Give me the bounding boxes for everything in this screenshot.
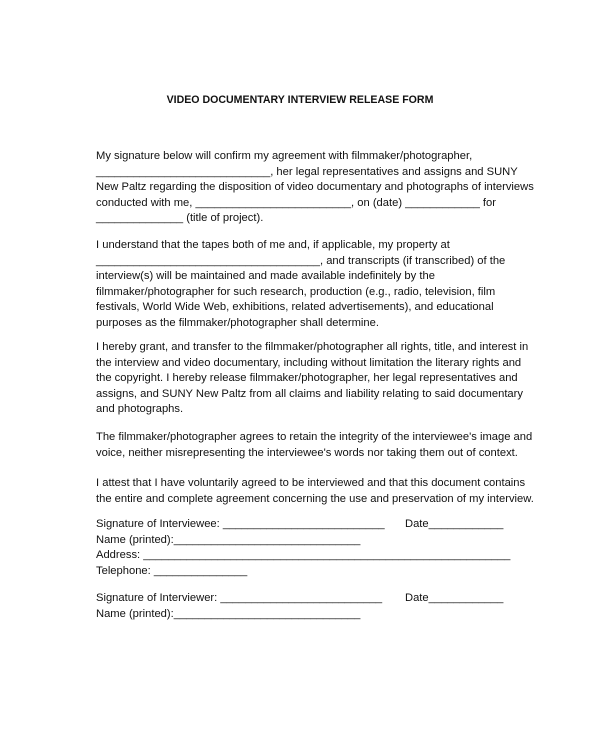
interviewer-name-field[interactable]: Name (printed):______________________________ [96,608,361,620]
text-line: filmmaker/photographer for such research, production (e.g., radio, television, film [96,285,496,298]
text-line: festivals, World Wide Web, exhibitions, related advertisements), and educational [96,301,494,313]
text-line: the interview and video documentary, including without limitation the literary rights and [96,356,522,369]
text-line: I attest that I have voluntarily agreed to be interviewed and that this document contains [96,477,526,489]
interviewee-name-field[interactable]: Name (printed):______________________________ [96,534,361,546]
interviewee-date-field[interactable]: Date____________ [405,518,504,530]
paragraph-tapes [96,238,516,331]
text-line: ____________________________, her legal representatives and assigns and SUNY [96,165,518,178]
interviewer-signature-field[interactable]: Signature of Interviewer: __________________________ [96,592,383,604]
text-line: the entire and complete agreement concerning the use and preservation of my interview. [96,492,534,505]
interviewee-signature-field[interactable]: Signature of Interviewee: __________________________ [96,518,385,530]
text-line: I hereby grant, and transfer to the filmmaker/photographer all rights, title, and interest in [96,341,529,353]
interviewer-date-field[interactable]: Date____________ [405,592,504,604]
text-line: The filmmaker/photographer agrees to retain the integrity of the interviewee's image and [96,431,533,443]
form-title: VIDEO DOCUMENTARY INTERVIEW RELEASE FORM [166,94,434,106]
paragraph-attest [96,476,534,507]
text-line: purposes as the filmmaker/photographer shall determine. [96,316,379,329]
text-line: My signature below will confirm my agreement with filmmaker/photographer, [96,150,473,162]
text-line: assigns, and SUNY New Paltz from all claims and liability relating to said documentary [96,387,523,400]
text-line: conducted with me, _________________________, on (date) ____________ for [96,196,496,209]
text-line: and photographs. [96,403,184,415]
text-line: interview(s) will be maintained and made available indefinitely by the [96,270,435,282]
text-line: ____________________________________, and transcripts (if transcribed) of the [96,254,506,267]
paragraph-agreement [96,149,534,227]
paragraph-grant [96,340,529,418]
text-line: New Paltz regarding the disposition of video documentary and photographs of interviews [96,181,534,193]
text-line: the copyright. I hereby release filmmaker/photographer, her legal representatives and [96,372,518,384]
text-line: I understand that the tapes both of me and, if applicable, my property at [96,239,450,251]
telephone-field[interactable]: Telephone: _______________ [96,565,248,577]
text-line: voice, neither misrepresenting the interviewee's words nor taking them out of context. [96,446,518,459]
text-line: ______________ (title of project). [96,212,264,224]
paragraph-integrity [96,430,533,461]
address-field[interactable]: Address: ___________________________________________________________ [96,549,511,561]
